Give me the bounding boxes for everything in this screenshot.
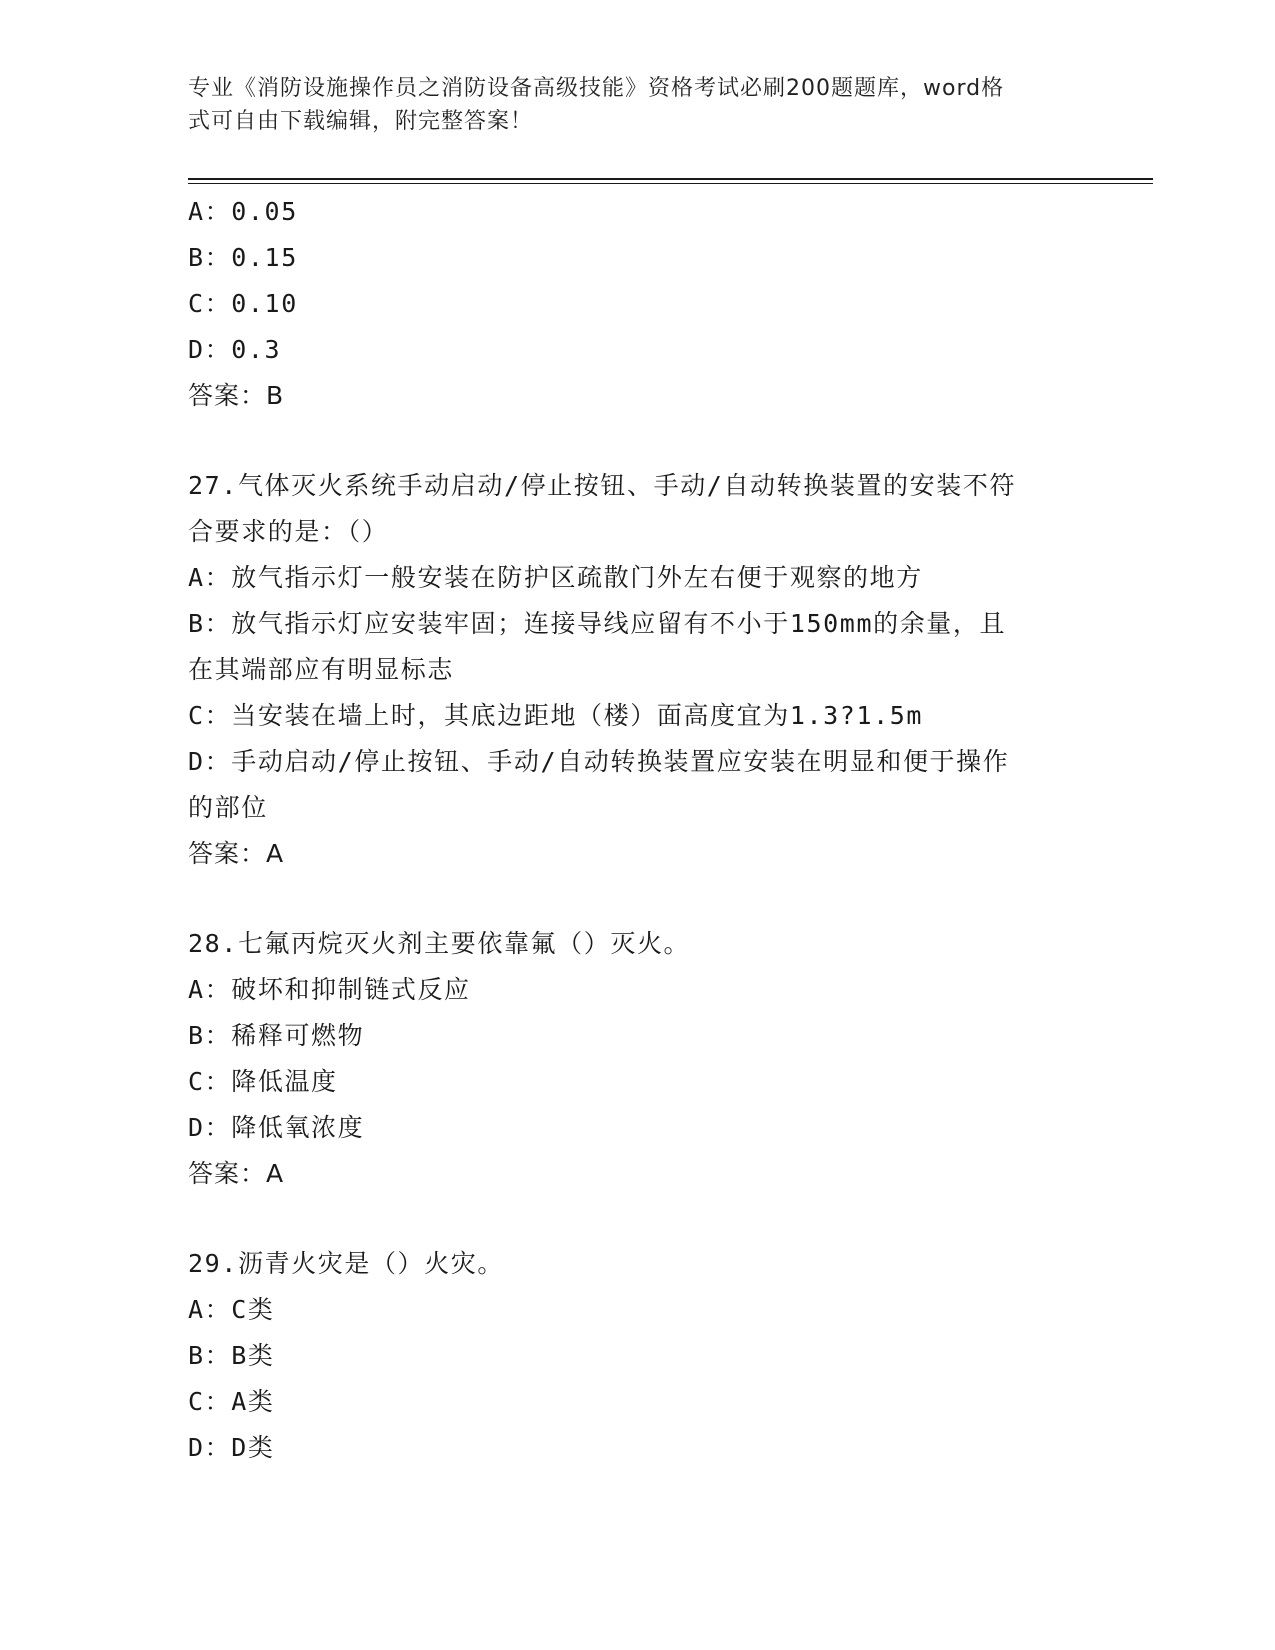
- option-a: A：C类: [188, 1295, 275, 1324]
- option-d-continued: 的部位: [188, 793, 268, 822]
- question-29: [188, 1241, 1088, 1471]
- header-divider-thin: [188, 183, 1153, 184]
- option-c: C：当安装在墙上时，其底边距地（楼）面高度宜为1.3?1.5m: [188, 701, 924, 730]
- question-text: 28.七氟丙烷灭火剂主要依靠氟（）灭火。: [188, 929, 691, 958]
- option-b: B：放气指示灯应安装牢固；连接导线应留有不小于150mm的余量，且: [188, 609, 1007, 638]
- option-d: D：0.3: [188, 335, 282, 364]
- option-c: C：降低温度: [188, 1067, 338, 1096]
- question-text-line-1: 27.气体灭火系统手动启动/停止按钮、手动/自动转换装置的安装不符: [188, 471, 1017, 500]
- option-b-continued: 在其端部应有明显标志: [188, 655, 455, 684]
- option-b: B：0.15: [188, 243, 298, 272]
- question-list: [188, 189, 1088, 1471]
- header-line-2: 式可自由下载编辑，附完整答案！: [188, 109, 534, 134]
- question-26: [188, 189, 1088, 419]
- document-header: [188, 72, 1068, 138]
- option-a: A：破坏和抑制链式反应: [188, 975, 471, 1004]
- option-b: B：B类: [188, 1341, 275, 1370]
- header-divider-thick: [188, 178, 1153, 180]
- option-a: A：放气指示灯一般安装在防护区疏散门外左右便于观察的地方: [188, 563, 923, 592]
- option-a: A：0.05: [188, 197, 298, 226]
- option-c: C：A类: [188, 1387, 275, 1416]
- question-text-line-2: 合要求的是：（）: [188, 517, 389, 546]
- option-d: D：降低氧浓度: [188, 1113, 365, 1142]
- option-d: D：D类: [188, 1433, 275, 1462]
- question-27: [188, 463, 1088, 877]
- answer-line: 答案：A: [188, 839, 285, 868]
- question-text: 29.沥青火灾是（）火灾。: [188, 1249, 504, 1278]
- answer-line: 答案：A: [188, 1159, 285, 1188]
- header-line-1: 专业《消防设施操作员之消防设备高级技能》资格考试必刷200题题库，word格: [188, 76, 1005, 101]
- option-b: B：稀释可燃物: [188, 1021, 365, 1050]
- option-d: D：手动启动/停止按钮、手动/自动转换装置应安装在明显和便于操作: [188, 747, 1010, 776]
- answer-line: 答案：B: [188, 381, 285, 410]
- question-28: [188, 921, 1088, 1197]
- option-c: C：0.10: [188, 289, 298, 318]
